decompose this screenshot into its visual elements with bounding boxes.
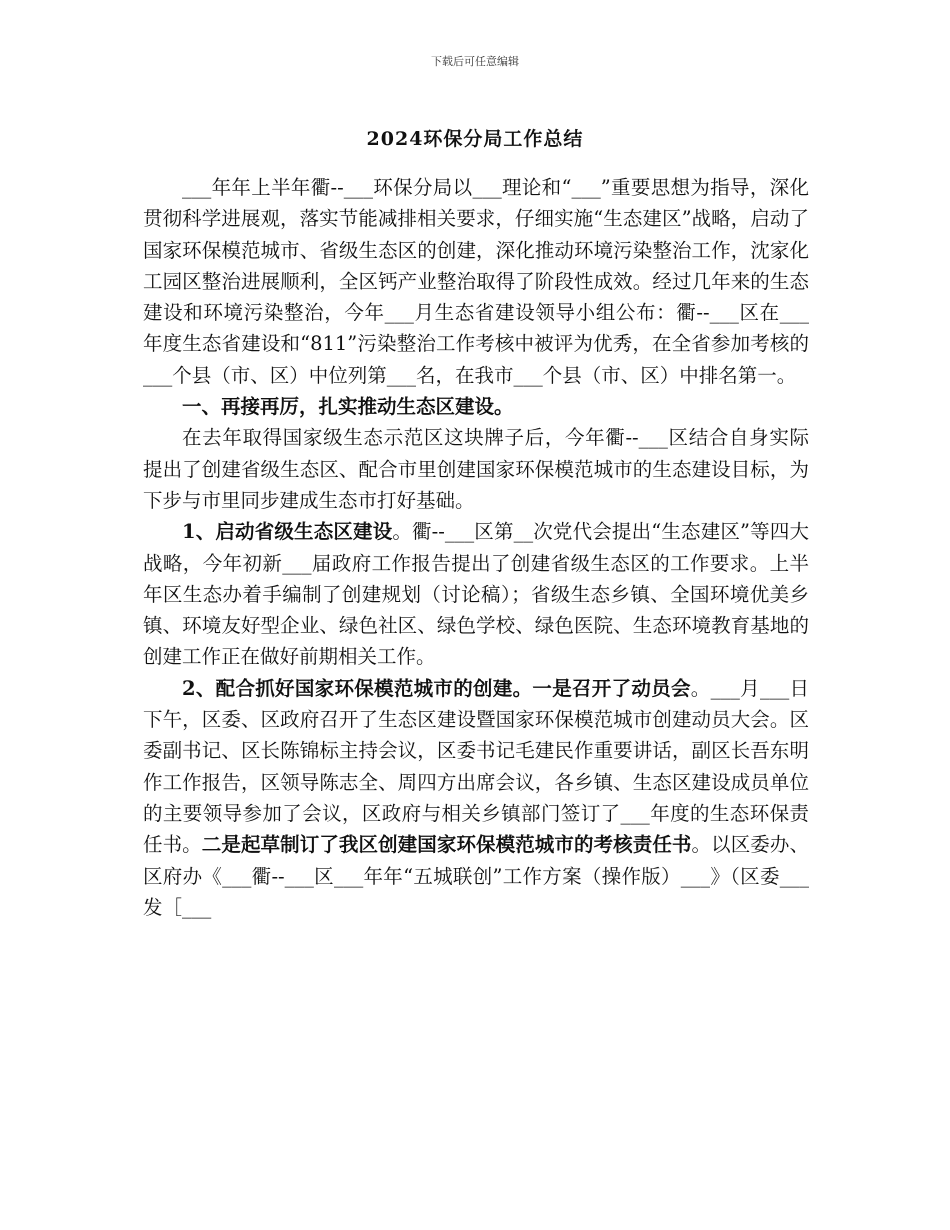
paragraph-item-1	[143, 516, 809, 672]
item-1-text: 。衢--___区第__次党代会提出“生态建区”等四大战略，今年初新___届政府工作报告提出了创建省级生态区的工作要求。上半年区生态办着手编制了创建规划（讨论稿）；省级生态乡镇、全国环境优美乡镇、环境友好型企业、绿色社区、绿色学校、绿色医院、生态环境教育基地的创建工作正在做好前期相关工作。	[143, 520, 809, 669]
header-note: 下载后可任意编辑	[431, 55, 519, 68]
paragraph-intro: ___年年上半年衢--___环保分局以___理论和“___”重要思想为指导，深化贯彻科学进展观，落实节能减排相关要求，仔细实施“生态建区”战略，启动了国家环保模范城市、省级生态区的创建，深化推动环境污染整治工作，沈家化工园区整治进展顺利，全区钙产业整治取得了阶段性成效。经过几年来的生态建设和环境污染整治，今年___月生态省建设领导小组公布：衢--___区在___年度生态省建设和“811”污染整治工作考核中被评为优秀，在全省参加考核的___个县（市、区）中位列第___名，在我市___个县（市、区）中排名第一。	[143, 176, 809, 387]
section-heading-1: 一、再接再厉，扎实推动生态区建设。	[182, 395, 514, 419]
document-title: 2024环保分局工作总结	[366, 128, 584, 150]
item-2-subheading: 二是起草制订了我区创建国家环保模范城市的考核责任书	[201, 833, 692, 857]
item-1-heading: 1、启动省级生态区建设	[182, 520, 393, 544]
document-body	[143, 172, 809, 923]
paragraph-item-2	[143, 673, 809, 923]
item-2-text: 。___月___日下午，区委、区政府召开了生态区建设暨国家环保模范城市创建动员大会。区委副书记、区长陈锦标主持会议，区委书记毛建民作重要讲话，副区长吾东明作工作报告，区领导陈志全、周四方出席会议，各乡镇、生态区建设成员单位的主要领导参加了会议，区政府与相关乡镇部门签订了___年度的生态环保责任书。	[143, 676, 809, 857]
paragraph-section-1-intro: 在去年取得国家级生态示范区这块牌子后，今年衢--___区结合自身实际提出了创建省级生态区、配合市里创建国家环保模范城市的生态建设目标，为下步与市里同步建成生态市打好基础。	[143, 426, 809, 512]
item-2-heading: 2、配合抓好国家环保模范城市的创建。一是召开了动员会	[182, 676, 691, 700]
item-2-text-continued: 。以区委办、区府办《___衢--___区___年年“五城联创”工作方案（操作版）___》（区委___发［___	[143, 833, 809, 919]
